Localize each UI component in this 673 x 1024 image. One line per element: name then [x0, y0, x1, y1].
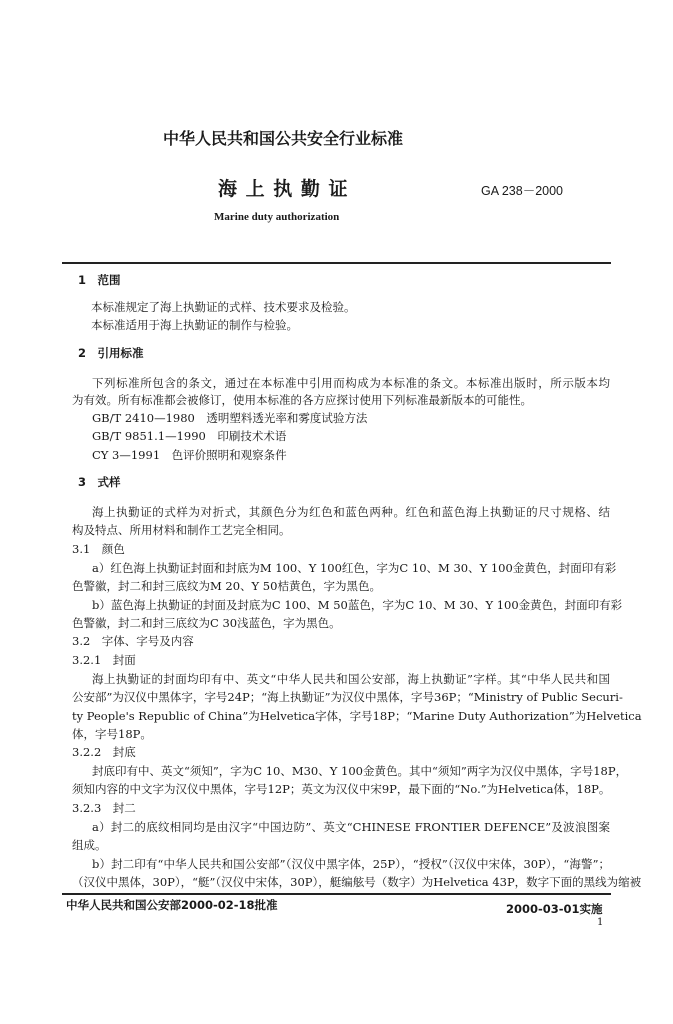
page-number: 1	[597, 917, 604, 928]
subsection-heading: 3.2 字体、字号及内容	[72, 634, 194, 648]
section-3-heading: 3 式样	[78, 475, 121, 489]
color-item-red: 色警徽，封二和封三底纹为M 20、Y 50桔黄色，字为黑色。	[72, 579, 381, 593]
footer-divider	[62, 893, 611, 895]
section-1-heading: 1 范围	[78, 273, 121, 287]
section-2-paragraph: 下列标准所包含的条文，通过在本标准中引用而构成为本标准的条文。本标准出版时，所示版本均	[92, 376, 610, 390]
subsection-heading: 3.2.3 封二	[72, 801, 136, 815]
subsection-heading: 3.2.2 封底	[72, 745, 136, 759]
section-3-paragraph: 构及特点、所用材料和制作工艺完全相同。	[72, 523, 291, 537]
section-3-paragraph: 海上执勤证的式样为对折式，其颜色分为红色和蓝色两种。红色和蓝色海上执勤证的尺寸规格、结	[92, 505, 610, 519]
inner-cover-item: （汉仪中黑体，30P），“艇”（汉仪中宋体，30P），艇编舷号（数字）为Helvetica 43P，数字下面的黑线为缩被	[72, 875, 642, 889]
subsection-heading: 3.1 颜色	[72, 542, 125, 556]
color-item-blue: b）蓝色海上执勤证的封面及封底为C 100、M 50蓝色，字为C 10、M 30、Y 100金黄色，封面印有彩	[92, 598, 623, 612]
inner-cover-item: 组成。	[72, 838, 107, 852]
standard-code: GA 238－2000	[481, 184, 564, 198]
reference-item: CY 3—1991 色评价照明和观察条件	[92, 448, 287, 462]
cover-paragraph: 海上执勤证的封面均印有中、英文“中华人民共和国公安部，海上执勤证”字样。其“中华人民共和国	[92, 672, 610, 686]
section-1-paragraph: 本标准规定了海上执勤证的式样、技术要求及检验。	[91, 300, 356, 314]
color-item-blue: 色警徽，封二和封三底纹为C 30浅蓝色，字为黑色。	[72, 616, 341, 630]
section-1-paragraph: 本标准适用于海上执勤证的制作与检验。	[91, 318, 298, 332]
cover-paragraph: 体，字号18P。	[72, 727, 152, 741]
color-item-red: a）红色海上执勤证封面和封底为M 100、Y 100红色，字为C 10、M 30、Y 100金黄色，封面印有彩	[92, 561, 617, 575]
subsection-heading: 3.2.1 封面	[72, 653, 136, 667]
header-divider	[62, 262, 611, 264]
document-title-en: Marine duty authorization	[214, 211, 340, 223]
approval-date: 中华人民共和国公安部2000-02-18批准	[66, 898, 278, 912]
reference-item: GB/T 9851.1—1990 印刷技术术语	[92, 429, 287, 443]
reference-item: GB/T 2410—1980 透明塑料透光率和雾度试验方法	[92, 411, 368, 425]
document-title: 海 上 执 勤 证	[218, 178, 349, 200]
inner-cover-item: b）封二印有“中华人民共和国公安部”（汉仪中黑字体，25P），“授权”（汉仪中宋体，30P），“海警”；	[92, 857, 610, 871]
inner-cover-item: a）封二的底纹相同均是由汉字“中国边防”、英文“CHINESE FRONTIER DEFENCE”及波浪图案	[92, 820, 610, 834]
section-2-heading: 2 引用标准	[78, 346, 144, 360]
cover-paragraph: ty People's Republic of China”为Helvetica字体，字号18P；“Marine Duty Authorization”为Helvetica	[72, 709, 642, 723]
implementation-date: 2000-03-01实施	[506, 902, 603, 916]
standard-org-title: 中华人民共和国公共安全行业标准	[163, 129, 404, 148]
cover-paragraph: 公安部”为汉仪中黑体字，字号24P；“海上执勤证”为汉仪中黑体，字号36P；“Ministry of Public Securi-	[72, 690, 623, 704]
back-cover-paragraph: 须知内容的中文字为汉仪中黑体，字号12P；英文为汉仪中宋9P，最下面的“No.”为Helvetica体，18P。	[72, 782, 611, 796]
back-cover-paragraph: 封底印有中、英文“须知”，字为C 10、M30、Y 100金黄色。其中“须知”两字为汉仪中黑体，字号18P，	[92, 764, 628, 778]
section-2-paragraph: 为有效。所有标准都会被修订，使用本标准的各方应探讨使用下列标准最新版本的可能性。	[72, 393, 532, 407]
